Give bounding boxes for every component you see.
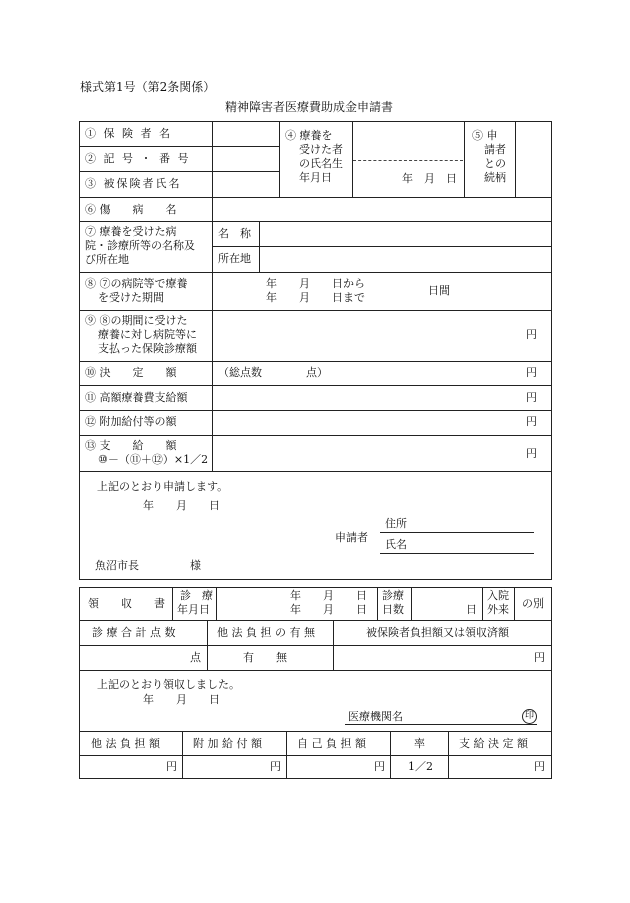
- symbol-number-label: ② 記 号 ・ 番 号: [85, 152, 191, 165]
- bottom-other-law-yen: 円: [166, 760, 177, 773]
- treat-date-label-2: 年月日: [177, 603, 210, 616]
- bottom-header-additional: 附 加 給 付 額: [193, 737, 262, 750]
- bottom-header-decided: 支 給 決 定 額: [459, 737, 528, 750]
- period-label-1: ⑧ ⑦の病院等で療養: [85, 277, 188, 290]
- relation-label-3: との: [484, 157, 506, 170]
- treat-days-label-1: 診療: [382, 589, 404, 602]
- form-number: 様式第1号（第2条関係）: [80, 80, 216, 94]
- hospital-name-label: 名 称: [218, 227, 251, 240]
- insured-name-label: ③ 被保険者氏名: [85, 177, 182, 190]
- other-law-yes-no: 有 無: [243, 651, 287, 664]
- paid-label-3: 支払った保険診療額: [98, 342, 197, 355]
- high-cost-yen: 円: [526, 391, 537, 404]
- patient-label-3: の氏名生: [299, 157, 343, 170]
- points-unit: 点: [190, 651, 201, 664]
- form-title: 精神障害者医療費助成金申請書: [225, 100, 394, 114]
- treat-date-label-1: 診 療: [180, 589, 213, 602]
- other-law-header: 他 法 負 担 の 有 無: [217, 626, 315, 639]
- hospital-label-1: ⑦ 療養を受けた病: [85, 225, 177, 238]
- period-days: 日間: [428, 284, 450, 297]
- inout-label-1: 入院: [487, 589, 509, 602]
- treat-days-label-2: 日数: [382, 603, 404, 616]
- applicant-name-label: 氏名: [385, 538, 407, 551]
- bottom-header-other-law: 他 法 負 担 額: [91, 737, 160, 750]
- receipt-statement: 上記のとおり領収しました。: [97, 678, 240, 691]
- points-header: 診 療 合 計 点 数: [92, 626, 176, 639]
- payment-label-1: ⑬ 支 給 額: [85, 439, 177, 452]
- patient-label-4: 年月日: [299, 171, 332, 184]
- additional-label: ⑫ 附加給付等の額: [85, 415, 177, 428]
- bottom-decided-yen: 円: [534, 760, 545, 773]
- insurer-label: ① 保 険 者 名: [85, 127, 172, 140]
- relation-label-1: ⑤ 申: [472, 129, 498, 142]
- paid-label-1: ⑨ ⑧の期間に受けた: [85, 314, 188, 327]
- paid-label-2: 療養に対し病院等に: [98, 328, 197, 341]
- applicant-address-label: 住所: [385, 517, 407, 530]
- bottom-rate-value: 1／2: [408, 760, 433, 773]
- treat-to-date: 年 月 日: [290, 603, 367, 616]
- bottom-header-self-pay: 自 己 負 担 額: [297, 737, 366, 750]
- inout-label-2: 外来: [487, 603, 509, 616]
- bottom-self-pay-yen: 円: [374, 760, 385, 773]
- treat-days-unit: 日: [466, 603, 477, 616]
- payment-yen: 円: [526, 447, 537, 460]
- bottom-additional-yen: 円: [270, 760, 281, 773]
- bottom-header-rate: 率: [414, 737, 425, 750]
- high-cost-label: ⑪ 高額療養費支給額: [85, 391, 188, 404]
- decided-label: ⑩ 決 定 額: [85, 366, 177, 379]
- hospital-label-2: 院・診療所等の名称及: [85, 239, 195, 252]
- period-from: 年 月 日から: [266, 277, 365, 290]
- injury-label: ⑥ 傷 病 名: [85, 203, 177, 216]
- hospital-label-3: び所在地: [85, 253, 129, 266]
- period-to: 年 月 日まで: [266, 291, 365, 304]
- patient-birthdate: 年 月 日: [402, 172, 457, 185]
- seal-icon: 印: [522, 709, 537, 724]
- institution-label: 医療機関名: [348, 710, 403, 723]
- addressee: 魚沼市長: [95, 559, 139, 572]
- hospital-location-label: 所在地: [218, 252, 251, 265]
- relation-label-4: 続柄: [484, 171, 506, 184]
- copay-header: 被保険者負担額又は領収済額: [366, 626, 509, 639]
- payment-label-2: ⑩－（⑪＋⑫）×1／2: [98, 453, 209, 466]
- receipt-title: 領 収 書: [88, 597, 165, 610]
- patient-label-1: ④ 療養を: [285, 129, 333, 142]
- additional-yen: 円: [526, 415, 537, 428]
- addressee-honorific: 様: [190, 559, 201, 572]
- period-label-2: を受けた期間: [98, 291, 164, 304]
- apply-date: 年 月 日: [143, 499, 220, 512]
- copay-yen: 円: [534, 651, 545, 664]
- applicant-label: 申請者: [335, 531, 368, 544]
- relation-label-2: 請者: [484, 143, 506, 156]
- apply-statement: 上記のとおり申請します。: [97, 480, 229, 493]
- total-points: （総点数 点）: [218, 366, 328, 379]
- receipt-date: 年 月 日: [143, 693, 220, 706]
- paid-yen: 円: [526, 328, 537, 341]
- patient-label-2: 受けた者: [299, 143, 343, 156]
- decided-yen: 円: [526, 366, 537, 379]
- inout-distinction: の別: [522, 597, 544, 610]
- treat-from-date: 年 月 日: [290, 589, 367, 602]
